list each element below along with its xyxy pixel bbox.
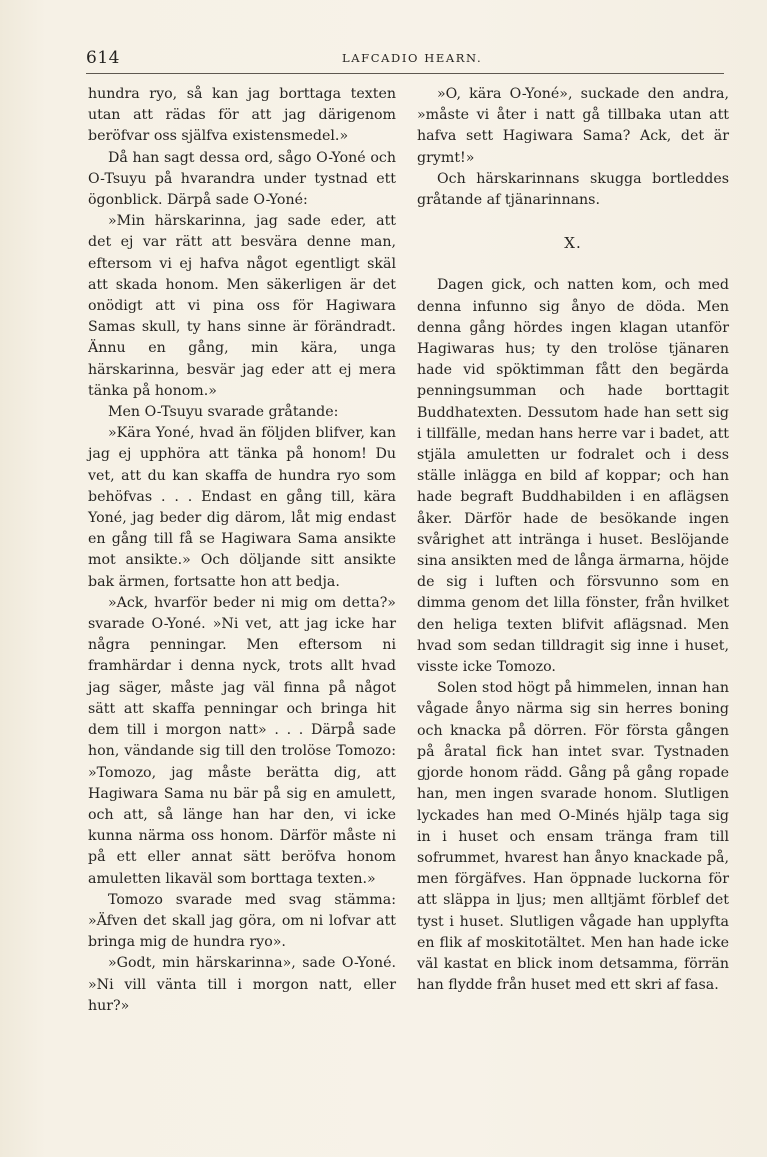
paragraph: Dagen gick, och natten kom, och med denna infunno sig ånyo de döda. Men denna gång hördes ingen klagan utanför Hagiwaras hus; ty den trolöse tjänaren hade vid spöktimman fått den begärda penningsumman och hade borttagit Buddhatexten. Dessutom hade han sett sig i tillfälle, medan hans herre var i badet, att stjäla amuletten ur fodralet och i dess ställe inlägga en bild af koppar; och han hade begraft Buddhabilden i en aflägsen åker. Därför hade de besökande ingen svårighet att intränga i huset. Beslöjande sina ansikten med de långa ärmarna, höjde de sig i luften och försvunno som en dimma genom det lilla fönster, från hvilket den heliga texten blifvit aflägsnad. Men hvad som sedan tilldragit sig inne i huset, visste icke Tomozo. (417, 277, 729, 676)
paragraph: Tomozo svarade med svag stämma: »Äfven det skall jag göra, om ni lofvar att bringa mig de hundra ryo». (88, 891, 396, 951)
paragraph: »Kära Yoné, hvad än följden blifver, kan jag ej upphöra att tänka på honom! Du vet, att du kan skaffa de hundra ryo som behöfvas . . . Endast en gång till, kära Yoné, jag beder dig därom, låt mig endast en gång till få se Hagiwara Sama ansikte mot ansikte.» Och döljande sitt ansikte bak ärmen, fortsatte hon att bedja. (88, 425, 396, 590)
paragraph: Men O-Tsuyu svarade gråtande: (108, 404, 339, 421)
header-rule (86, 73, 724, 74)
section-heading: X. (564, 234, 582, 253)
paragraph: »O, kära O-Yoné», suckade den andra, »måste vi åter i natt gå tillbaka utan att hafva sett Hagiwara Sama? Ack, det är grymt!» (417, 86, 729, 166)
page-number: 614 (86, 48, 120, 68)
paragraph: Då han sagt dessa ord, sågo O-Yoné och O-Tsuyu på hvarandra under tystnad ett ögonblick. Därpå sade O-Yoné: (88, 149, 396, 209)
page-header (86, 44, 724, 72)
left-column (88, 84, 396, 1017)
paragraph: hundra ryo, så kan jag borttaga texten utan att rädas för att jag därigenom beröfvar oss själfva existensmedel.» (88, 86, 396, 145)
paragraph: Och härskarinnans skugga bortleddes gråtande af tjänarinnans. (417, 170, 729, 209)
paragraph: »Min härskarinna, jag sade eder, att det ej var rätt att besvära denne man, eftersom vi ej hafva något egentligt skäl att skada honom. Men säkerligen är det onödigt att vi pina oss för Hagiwara Samas skull, ty hans sinne är förändradt. Ännu en gång, min kära, unga härskarinna, besvär jag eder att ej mera tänka på honom.» (88, 213, 396, 399)
right-column (417, 84, 729, 996)
paragraph: »Godt, min härskarinna», sade O-Yoné. »Ni vill vänta till i morgon natt, eller hur?» (88, 955, 396, 1014)
paragraph: Solen stod högt på himmelen, innan han vågade ånyo närma sig sin herres boning och knacka på dörren. För första gången på åratal fick han intet svar. Tystnaden gjorde honom rädd. Gång på gång ropade han, men ingen svarade honom. Slutligen lyckades han med O-Minés hjälp taga sig in i huset och ensam tränga fram till sofrummet, hvarest han ånyo knackade på, men förgäfves. Han öppnade luckorna för att släppa in ljus; men alltjämt förblef det tyst i huset. Slutligen vågade han upplyfta en flik af moskitotältet. Men han hade icke väl kastat en blick inom detsamma, förrän han flydde från huset med ett skri af fasa. (417, 680, 729, 994)
paragraph: »Ack, hvarför beder ni mig om detta?» svarade O-Yoné. »Ni vet, att jag icke har några penningar. Men eftersom ni framhärdar i denna nyck, trots allt hvad jag säger, måste jag väl finna på något sätt att skaffa penningar och bringa hit dem till i morgon natt» . . . Därpå sade hon, vändande sig till den trolöse Tomozo: »Tomozo, jag måste berätta dig, att Hagiwara Sama nu bär på sig en amulett, och att, så länge han har den, vi icke kunna närma oss honom. Därför måste ni på ett eller annat sätt beröfva honom amuletten likaväl som borttaga texten.» (88, 594, 396, 887)
running-head: LAFCADIO HEARN. (342, 51, 483, 65)
